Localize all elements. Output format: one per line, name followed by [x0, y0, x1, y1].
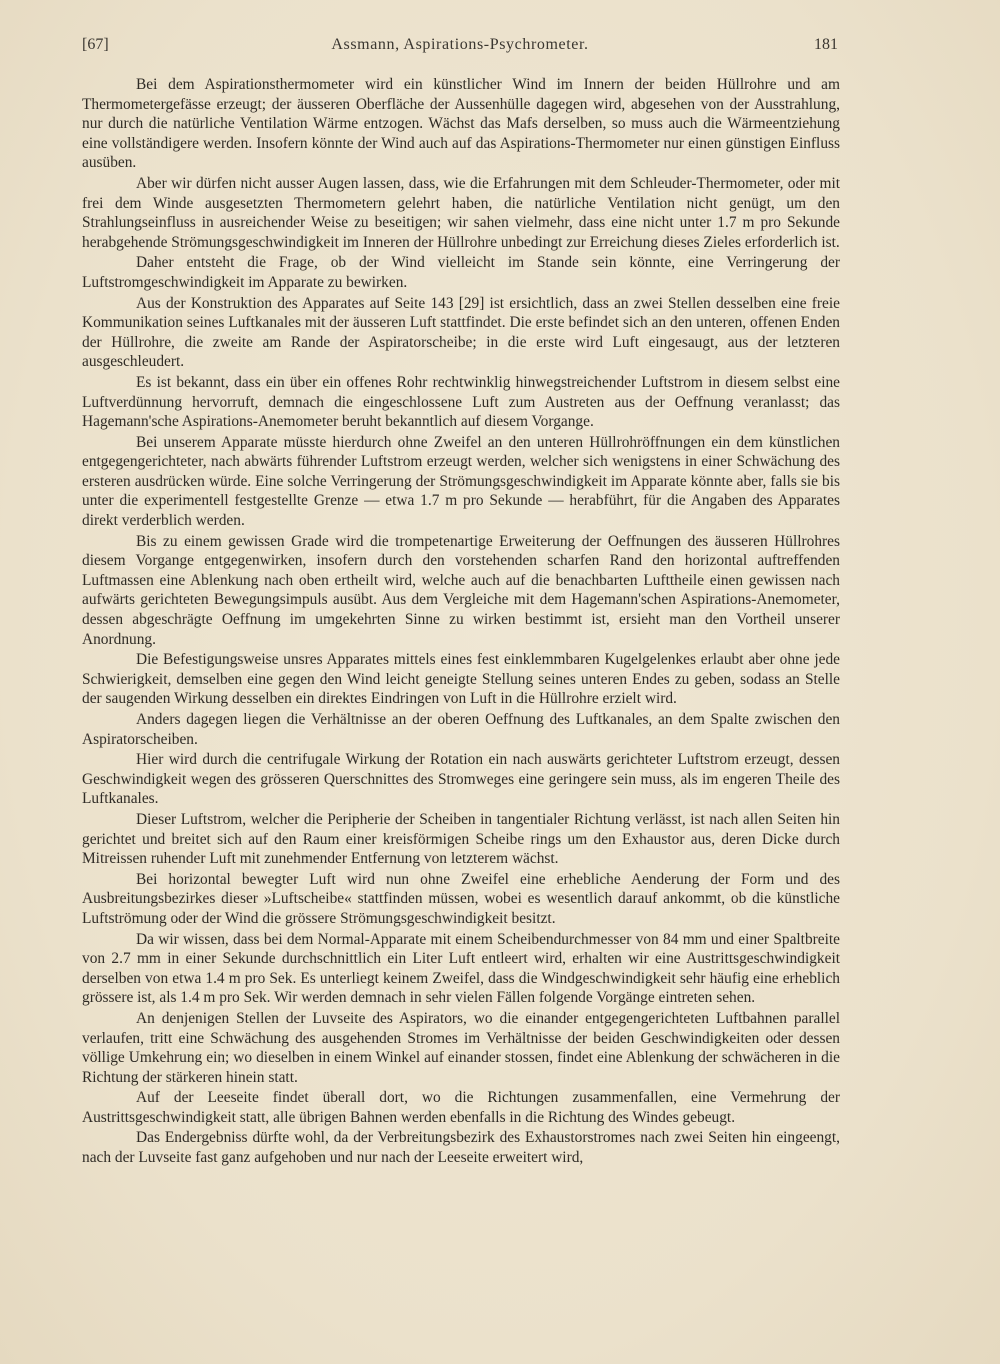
- paragraph: Aus der Konstruktion des Apparates auf Seite 143 [29] ist ersichtlich, dass an zwei Stellen desselben eine freie Kommunikation seines Luftkanales mit der äusseren Luft stattfindet. Die erste befindet sich an den unteren, offenen Enden der Hüllrohre, die zweite am Rande der Aspiratorscheibe; in die erste wird Luft eingesaugt, aus der letzteren ausgeschleudert.: [82, 294, 840, 371]
- paragraph: Bei dem Aspirationsthermometer wird ein künstlicher Wind im Innern der beiden Hüllrohre und am Thermometergefässe erzeugt; der äusseren Oberfläche der Aussenhülle dagegen wird, abgesehen von der Ausstrahlung, nur durch die natürliche Ventilation Wärme entzogen. Wächst das Mafs derselben, so muss auch die Wärmeentziehung eine vollständigere werden. Insofern könnte der Wind auch auf das Aspirations-Thermometer nur einen günstigen Einfluss ausüben.: [82, 76, 840, 172]
- paragraph: Es ist bekannt, dass ein über ein offenes Rohr rechtwinklig hinwegstreichender Luftstrom in diesem selbst eine Luftverdünnung hervorruft, demnach die eingeschlossene Luft zum Austreten aus der Oeffnung veranlasst; das Hagemann'sche Aspirations-Anemometer beruht bekanntlich auf diesem Vorgange.: [82, 373, 840, 431]
- page-number: 181: [814, 36, 838, 53]
- body-text: [82, 75, 840, 1169]
- paragraph: Anders dagegen liegen die Verhältnisse an der oberen Oeffnung des Luftkanales, an dem Spalte zwischen den Aspiratorscheiben.: [82, 711, 840, 748]
- paragraph: An denjenigen Stellen der Luvseite des Aspirators, wo die einander entgegengerichteten Luftbahnen parallel verlaufen, tritt eine Schwächung des ausgehenden Stromes im Verhältnisse der beiden Geschwindigkeiten oder dessen völlige Umkehrung ein; wo dieselben in einem Winkel auf einander stossen, findet eine Ablenkung der schwächeren in die Richtung der stärkeren hinein statt.: [82, 1009, 840, 1086]
- paragraph: Hier wird durch die centrifugale Wirkung der Rotation ein nach auswärts gerichteter Luftstrom erzeugt, dessen Geschwindigkeit wegen des grösseren Querschnittes des Stromweges eine geringere sein muss, als im engeren Theile des Luftkanales.: [82, 751, 840, 808]
- paragraph: Daher entsteht die Frage, ob der Wind vielleicht im Stande sein könnte, eine Verringerung der Luftstromgeschwindigkeit im Apparate zu bewirken.: [82, 254, 840, 291]
- paragraph: Da wir wissen, dass bei dem Normal-Apparate mit einem Scheibendurchmesser von 84 mm und einer Spaltbreite von 2.7 mm in einer Sekunde durchschnittlich ein Liter Luft entleert wird, erhalten wir eine Austrittsgeschwindigkeit derselben von etwa 1.4 m pro Sek. Es unterliegt keinem Zweifel, dass die Windgeschwindigkeit sehr häufig eine erheblich grössere ist, als 1.4 m pro Sek. Wir werden demnach in sehr vielen Fällen folgende Vorgänge eintreten sehen.: [82, 930, 840, 1007]
- paragraph: Bis zu einem gewissen Grade wird die trompetenartige Erweiterung der Oeffnungen des äusseren Hüllrohres diesem Vorgange entgegenwirken, insofern durch den vorstehenden scharfen Rand den horizontal auftreffenden Luftmassen eine Ablenkung nach oben ertheilt wird, welche auch auf die benachbarten Lufttheile einen gewissen nach aufwärts gerichteten Bewegungsimpuls ausübt. Aus dem Vergleiche mit dem Hagemann'schen Aspirations-Anemometer, dessen abgeschrägte Oeffnung im umgekehrten Sinne zu wirken bestimmt ist, ersieht man den Vortheil unserer Anordnung.: [82, 532, 840, 648]
- running-header: [82, 36, 838, 58]
- paragraph: Bei horizontal bewegter Luft wird nun ohne Zweifel eine erhebliche Aenderung der Form und des Ausbreitungsbezirkes dieser »Luftscheibe« stattfinden müssen, wobei es wesentlich darauf ankommt, ob die künstliche Luftströmung oder der Wind die grössere Strömungsgeschwindigkeit besitzt.: [82, 870, 840, 927]
- paragraph: Das Endergebniss dürfte wohl, da der Verbreitungsbezirk des Exhaustorstromes nach zwei Seiten hin eingeengt, nach der Luvseite fast ganz aufgehoben und nur nach der Leeseite erweitert wird,: [82, 1129, 840, 1167]
- paragraph: Auf der Leeseite findet überall dort, wo die Richtungen zusammenfallen, eine Vermehrung der Austrittsgeschwindigkeit statt, alle übrigen Bahnen werden ebenfalls in die Richtung des Windes gebeugt.: [82, 1089, 840, 1126]
- paragraph: Bei unserem Apparate müsste hierdurch ohne Zweifel an den unteren Hüllrohröffnungen ein dem künstlichen entgegengerichteter, nach abwärts führender Luftstrom erzeugt werden, welcher sich wenigstens in einer Schwächung des ersteren ausdrücken würde. Eine solche Verringerung der Strömungsgeschwindigkeit im Apparate könnte aber, falls sie bis unter die experimentell festgestellte Grenze — etwa 1.7 m pro Sekunde — herabführt, für die Angaben des Apparates direkt verderblich werden.: [82, 433, 840, 530]
- paragraph: Aber wir dürfen nicht ausser Augen lassen, dass, wie die Erfahrungen mit dem Schleuder-Thermometer, oder mit frei dem Winde ausgesetzten Thermometern gelehrt haben, die natürliche Ventilation nicht genügt, um den Strahlungseinfluss in ausreichender Weise zu beseitigen; wir sahen vielmehr, dass eine nicht unter 1.7 m pro Sekunde herabgehende Strömungsgeschwindigkeit im Inneren der Hüllrohre unbedingt zur Erreichung dieses Zieles erforderlich ist.: [82, 174, 840, 251]
- paragraph: Die Befestigungsweise unsres Apparates mittels eines fest einklemmbaren Kugelgelenkes erlaubt aber ohne jede Schwierigkeit, demselben eine gegen den Wind leicht geneigte Stellung seines unteren Endes zu geben, sodass an Stelle der saugenden Wirkung desselben ein direktes Eindringen von Luft in die Hüllrohre erzielt wird.: [82, 651, 840, 708]
- running-title: Assmann, Aspirations-Psychrometer.: [331, 36, 589, 53]
- page-reference: [67]: [82, 36, 109, 53]
- paragraph: Dieser Luftstrom, welcher die Peripherie der Scheiben in tangentialer Richtung verlässt, ist nach allen Seiten hin gerichtet und breitet sich auf den Raum einer kreisförmigen Scheibe rings um den Exhaustor aus, deren Dicke durch Mitreissen ruhender Luft mit zunehmender Entfernung von letzterem wächst.: [82, 810, 840, 868]
